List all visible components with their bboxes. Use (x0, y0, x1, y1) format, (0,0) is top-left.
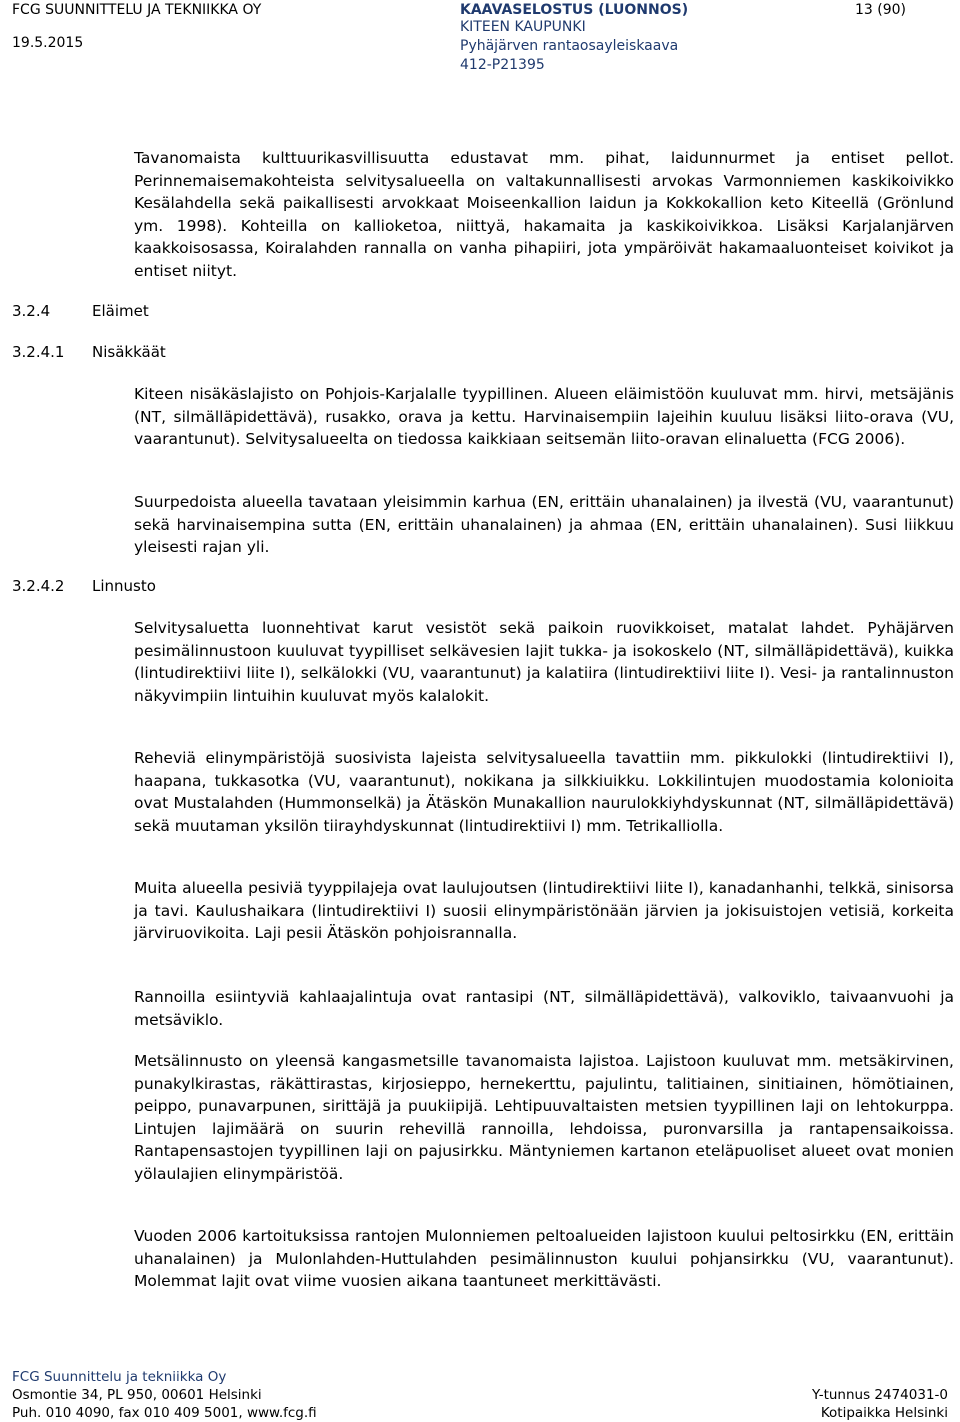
paragraph-breeding-species: Muita alueella pesiviä tyyppilajeja ovat laulujoutsen (lintudirektiivi liite I), kanadanhanhi, telkkä, sinisorsa ja tavi. Kaulushaikara (lintudirektiivi I) suosii elinympäristönään järvien ja jokisuistojen vetisiä, korkeita järviruovikoita. Laji pesii Ätäskön pohjoisrannalla. (134, 879, 954, 942)
footer-company: FCG Suunnittelu ja tekniikka Oy (12, 1369, 227, 1385)
header-plan-name: Pyhäjärven rantaosayleiskaava (460, 38, 679, 54)
header-page-number: 13 (90) (855, 2, 907, 18)
header-date: 19.5.2015 (12, 35, 84, 51)
section-heading-elaimet (12, 301, 149, 321)
section-number: 3.2.4 (12, 302, 51, 320)
section-heading-nisakkaat (12, 342, 166, 362)
paragraph-survey-2006: Vuoden 2006 kartoituksissa rantojen Mulonniemen peltoalueiden lajistoon kuului peltosirkku (EN, erittäin uhanalainen) ja Mulonlahden-Huttulahden pesimälinnuston kuului pohjansirkku (VU, vaarantunut). Molemmat lajit ovat viime vuosien aikana taantuneet merkittävästi. (134, 1227, 954, 1290)
paragraph-vegetation: Tavanomaista kulttuurikasvillisuutta edustavat mm. pihat, laidunnurmet ja entiset pellot. Perinnemaisemakohteista selvitysalueella on valtakunnallisesti arvokas Varmonniemen kaskikoivikko Kesälahdella sekä paikallisesti arvokkaat Moiseenkallion laidun ja Kokkokallion keto Kiteellä (Grönlund ym. 1998). Kohteilla on kallioketoa, niittyä, hakamaita ja kaskikoivikkoa. Lisäksi Karjalanjärven kaakkoisosassa, Koiralahden rannalla on vanha pihapiiri, jota ympäröivät hakamaaluonteiset koivikot ja entiset niityt. (134, 149, 954, 280)
section-number: 3.2.4.2 (12, 577, 65, 595)
footer-domicile: Kotipaikka Helsinki (820, 1405, 948, 1421)
paragraph-waterbirds: Selvitysaluetta luonnehtivat karut vesistöt sekä paikoin ruovikkoiset, matalat lahdet. Pyhäjärven pesimälinnustoon kuuluvat tyypilliset selkävesien lajit tukka- ja isokoskelo (NT, silmälläpidettävä), kuikka (lintudirektiivi liite I), selkälokki (VU, vaarantunut) ja kalatiira (lintudirektiivi liite I). Vesi- ja rantalinnuston näkyvimpiin lintuihin kuuluvat myös kalalokit. (134, 619, 954, 705)
paragraph-mammals: Kiteen nisäkäslajisto on Pohjois-Karjalalle tyypillinen. Alueen eläimistöön kuuluvat mm. hirvi, metsäjänis (NT, silmälläpidettävä), rusakko, orava ja kettu. Harvinaisempiin lajeihin kuuluu lisäksi liito-orava (VU, vaarantunut). Selvitysalueelta on tiedossa kaikkiaan seitsemän liito-oravan elinaluetta (FCG 2006). (134, 385, 954, 448)
section-title: Eläimet (92, 302, 149, 320)
paragraph-waders: Rannoilla esiintyviä kahlaajalintuja ovat rantasipi (NT, silmälläpidettävä), valkoviklo, taivaanvuohi ja metsäviklo. (134, 988, 954, 1029)
section-title: Linnusto (92, 577, 156, 595)
page-footer (12, 1368, 948, 1422)
paragraph-forest-birds: Metsälinnusto on yleensä kangasmetsille tavanomaista lajistoa. Lajistoon kuuluvat mm. metsäkirvinen, punakylkirastas, räkättirastas, kirjosieppo, hernekerttu, pajulintu, talitiainen, sinitiainen, hömötiainen, peippo, punavarpunen, sirittäjä ja puukiipijä. Lehtipuuvaltaisten metsien tyypillinen laji on lehtokurppa. Lintujen lajimäärä on suurin rehevillä rannoilla, lehdoissa, puronvarsilla ja rantapensaikoissa. Rantapensastojen tyypillinen laji on pajusirkku. Mäntyniemen kartanon eteläpuoliset alueet ovat monien yölaulajien elinympäristöä. (134, 1052, 954, 1183)
footer-contact: Puh. 010 4090, fax 010 409 5001, www.fcg.fi (12, 1405, 317, 1421)
paragraph-eutrophic-species: Reheviä elinympäristöjä suosivista lajeista selvitysalueella tavattiin mm. pikkulokki (lintudirektiivi I), haapana, tukkasotka (VU, vaarantunut), nokikana ja silkkiuikku. Lokkilintujen muodostamia kolonioita ovat Mustalahden (Hummonselkä) ja Ätäskön Munakallion naurulokkiyhdyskunnat (NT, silmälläpidettävä) sekä muutaman yksilön tiirayhdyskunnat (lintudirektiivi I) mm. Tetrikalliolla. (134, 749, 954, 835)
section-heading-linnusto (12, 576, 156, 596)
footer-business-id: Y-tunnus 2474031-0 (812, 1387, 948, 1403)
header-company: FCG SUUNNITTELU JA TEKNIIKKA OY (12, 2, 262, 18)
paragraph-predators: Suurpedoista alueella tavataan yleisimmin karhua (EN, erittäin uhanalainen) ja ilvestä (VU, vaarantunut) sekä harvinaisempina sutta (EN, erittäin uhanalainen) ja ahmaa (EN, erittäin uhanalainen). Susi liikkuu yleisesti rajan yli. (134, 493, 954, 556)
section-title: Nisäkkäät (92, 343, 166, 361)
header-city: KITEEN KAUPUNKI (460, 19, 586, 35)
header-project-code: 412-P21395 (460, 57, 545, 73)
section-number: 3.2.4.1 (12, 343, 65, 361)
page-header (0, 0, 960, 80)
header-doc-status: KAAVASELOSTUS (LUONNOS) (460, 2, 689, 18)
footer-address: Osmontie 34, PL 950, 00601 Helsinki (12, 1387, 262, 1403)
